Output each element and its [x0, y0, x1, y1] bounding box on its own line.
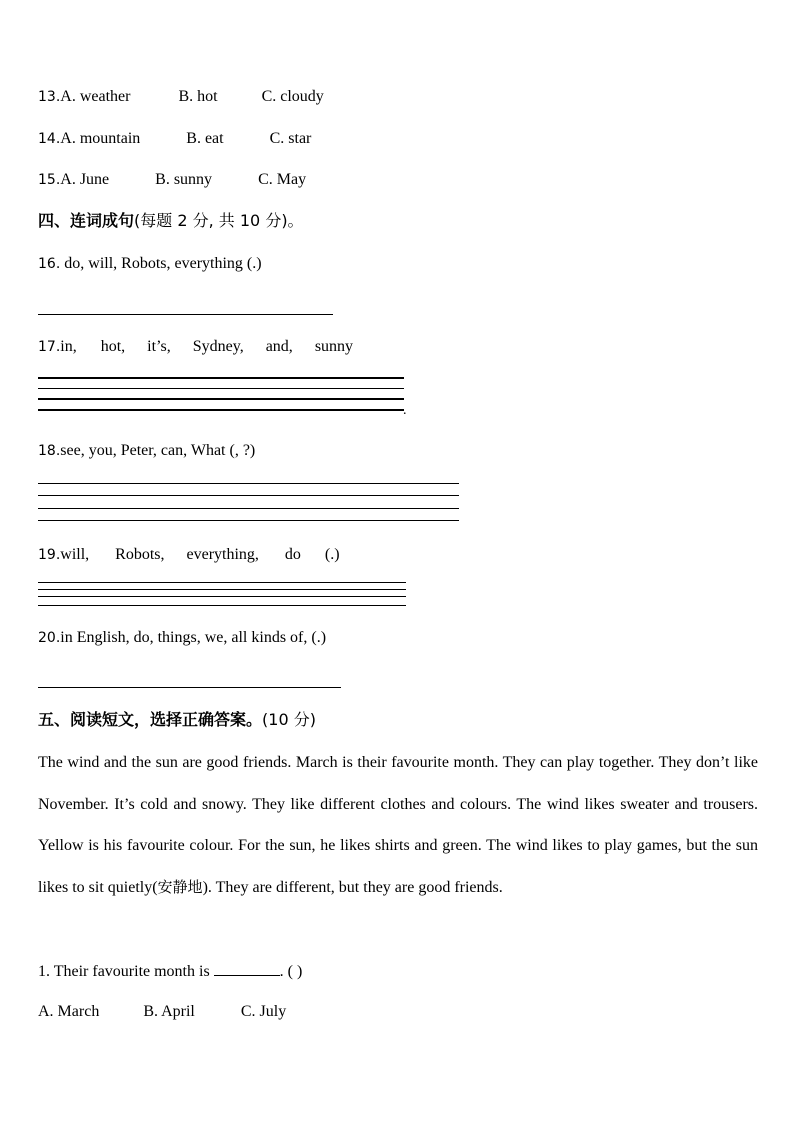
option-a: A. March — [38, 1003, 100, 1020]
word: will, — [60, 546, 90, 563]
option-b: B. sunny — [155, 171, 213, 188]
word: do — [284, 546, 301, 563]
reading-question-1 — [38, 961, 302, 982]
answer-line — [38, 589, 406, 590]
option-a: A. weather — [60, 88, 131, 105]
answer-bracket: . ( ) — [279, 963, 303, 980]
question-number: 16. — [38, 256, 61, 272]
question-number: 13. — [38, 89, 61, 105]
question-17 — [38, 337, 353, 357]
answer-line — [38, 377, 404, 379]
answer-line — [38, 483, 459, 484]
question-20 — [38, 628, 326, 648]
word: Robots, — [115, 546, 165, 563]
section-title: 五、阅读短文，选择正确答案。 — [38, 710, 263, 729]
question-stem: 1. Their favourite month is — [38, 963, 210, 980]
word: (.) — [324, 546, 340, 563]
answer-line — [38, 520, 459, 521]
answer-line — [38, 495, 459, 496]
word: everything, — [186, 546, 259, 563]
answer-line — [38, 596, 406, 597]
word: sunny — [314, 338, 354, 355]
passage-text: The wind and the sun are good friends. March is their favourite month. They can play together. They don’t like November. It’s cold and snowy. They like different clothes and colours. The wind likes sweater and trousers. Yellow is his favourite colour. For the sun, he likes shirts and green. The wind likes to play games, but the sun likes to sit quietly( — [38, 754, 758, 896]
question-19 — [38, 545, 340, 565]
answer-blank — [214, 961, 280, 976]
option-b: B. eat — [186, 130, 224, 147]
section-5-heading — [38, 710, 316, 730]
question-16 — [38, 254, 262, 274]
option-b: B. hot — [178, 88, 218, 105]
scrambled-words: in English, do, things, we, all kinds of, (.) — [60, 629, 327, 646]
question-number: 20. — [38, 630, 61, 646]
answer-line — [38, 314, 333, 315]
question-18 — [38, 441, 255, 461]
chinese-gloss: 安静地 — [157, 877, 203, 896]
section-note: (10 分) — [262, 710, 316, 729]
section-title: 四、连词成句 — [38, 211, 135, 230]
question-15 — [38, 170, 306, 190]
question-number: 14. — [38, 131, 61, 147]
word: in, — [60, 338, 77, 355]
question-number: 15. — [38, 172, 61, 188]
reading-question-1-options — [38, 1002, 286, 1022]
question-14 — [38, 129, 311, 149]
reading-passage — [38, 742, 758, 908]
answer-line — [38, 582, 406, 583]
answer-line — [38, 409, 404, 411]
scrambled-words: do, will, Robots, everything (.) — [64, 255, 262, 272]
section-4-heading — [38, 211, 304, 231]
option-c: C. star — [269, 130, 312, 147]
end-period: . — [403, 403, 407, 418]
word: and, — [265, 338, 293, 355]
question-number: 19. — [38, 547, 61, 563]
option-b: B. April — [143, 1003, 195, 1020]
passage-text: ). They are different, but they are good friends. — [202, 878, 503, 896]
option-a: A. June — [60, 171, 110, 188]
answer-line — [38, 687, 341, 688]
scrambled-words: see, you, Peter, can, What (, ?) — [60, 442, 256, 459]
answer-line — [38, 605, 406, 606]
option-a: A. mountain — [60, 130, 141, 147]
option-c: C. cloudy — [261, 88, 324, 105]
question-number: 18. — [38, 443, 61, 459]
question-13 — [38, 87, 324, 107]
answer-line — [38, 398, 404, 400]
option-c: C. May — [258, 171, 307, 188]
section-note: (每题 2 分, 共 10 分)。 — [134, 211, 304, 230]
word: hot, — [100, 338, 126, 355]
answer-line — [38, 508, 459, 509]
word: Sydney, — [192, 338, 244, 355]
option-c: C. July — [240, 1003, 287, 1020]
question-number: 17. — [38, 339, 61, 355]
answer-line — [38, 388, 404, 389]
word: it’s, — [147, 338, 171, 355]
